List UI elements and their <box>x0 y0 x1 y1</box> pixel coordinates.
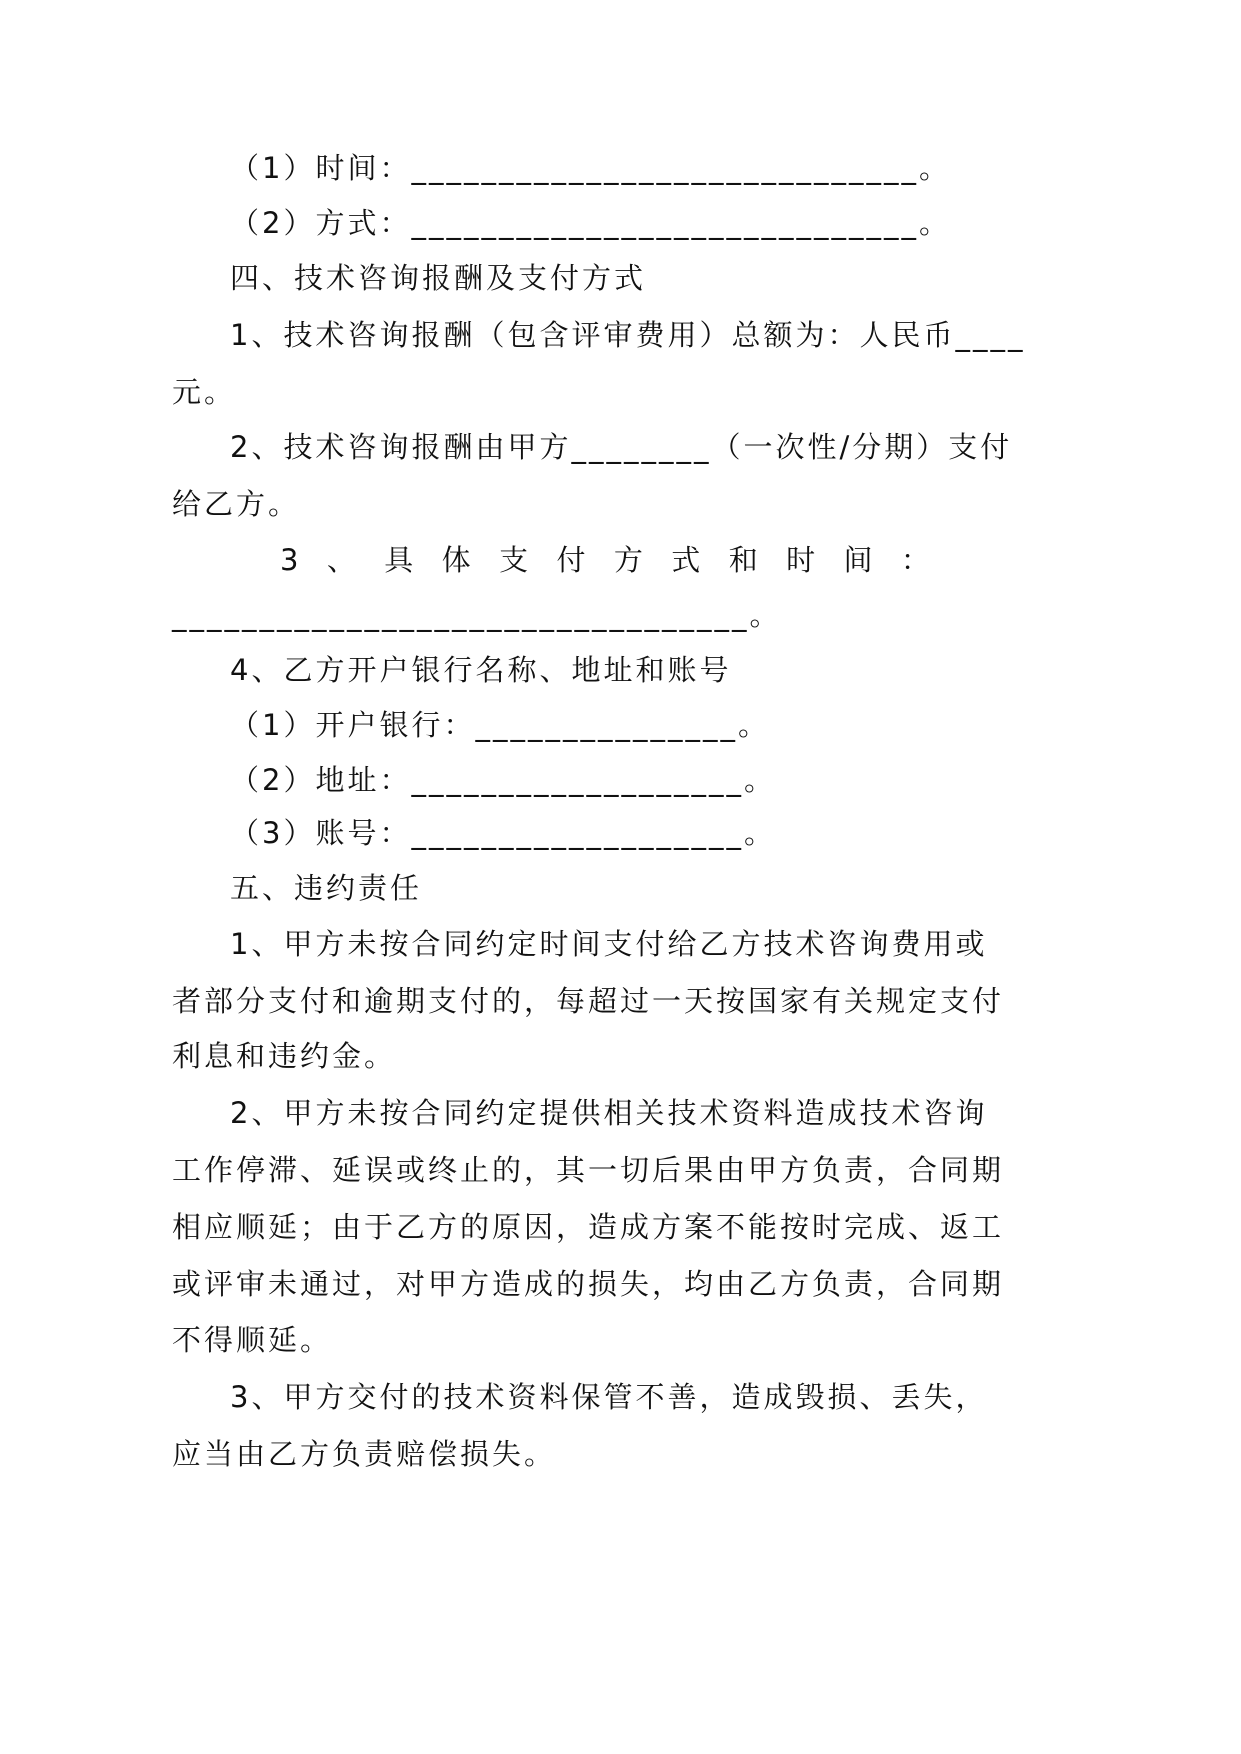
section-heading: 五、违约责任 <box>230 871 423 905</box>
spread-char: 、 <box>326 543 356 577</box>
text-line: 元。 <box>172 375 237 409</box>
text-line: （1）时间：_____________________________。 <box>230 151 951 185</box>
text-line: 利息和违约金。 <box>172 1039 397 1073</box>
text-line: 应当由乙方负责赔偿损失。 <box>172 1437 557 1471</box>
text-line: 者部分支付和逾期支付的，每超过一天按国家有关规定支付 <box>172 984 1005 1018</box>
spread-char: ： <box>900 543 930 577</box>
text-line: 不得顺延。 <box>172 1323 333 1357</box>
text-line: 1、技术咨询报酬（包含评审费用）总额为：人民币____ <box>230 318 1026 352</box>
spread-char: 具 <box>384 543 414 577</box>
text-line: 工作停滞、延误或终止的，其一切后果由甲方负责，合同期 <box>172 1153 1005 1187</box>
spread-char: 和 <box>728 543 758 577</box>
text-line: 给乙方。 <box>172 487 301 521</box>
text-line: 2、甲方未按合同约定提供相关技术资料造成技术咨询 <box>230 1096 988 1130</box>
text-line: 2、技术咨询报酬由甲方________（一次性/分期）支付 <box>230 430 1013 464</box>
text-line: 4、乙方开户银行名称、地址和账号 <box>230 653 732 687</box>
spread-char: 付 <box>556 543 586 577</box>
section-heading: 四、技术咨询报酬及支付方式 <box>230 261 647 295</box>
spread-char: 支 <box>499 543 529 577</box>
text-line: _________________________________。 <box>172 598 782 632</box>
text-line: （1）开户银行：_______________。 <box>230 708 770 742</box>
spread-char: 3 <box>280 543 299 577</box>
spread-char: 间 <box>843 543 873 577</box>
spread-char: 式 <box>671 543 701 577</box>
text-line: （2）地址：___________________。 <box>230 763 776 797</box>
spread-char: 体 <box>441 543 471 577</box>
text-line: （2）方式：_____________________________。 <box>230 206 951 240</box>
text-line: 1、甲方未按合同约定时间支付给乙方技术咨询费用或 <box>230 927 988 961</box>
spread-char: 时 <box>786 543 816 577</box>
justified-line <box>280 540 930 580</box>
text-line: （3）账号：___________________。 <box>230 816 776 850</box>
text-line: 相应顺延；由于乙方的原因，造成方案不能按时完成、返工 <box>172 1210 1005 1244</box>
text-line: 3、甲方交付的技术资料保管不善，造成毁损、丢失， <box>230 1380 988 1414</box>
spread-char: 方 <box>613 543 643 577</box>
text-line: 或评审未通过，对甲方造成的损失，均由乙方负责，合同期 <box>172 1267 1005 1301</box>
